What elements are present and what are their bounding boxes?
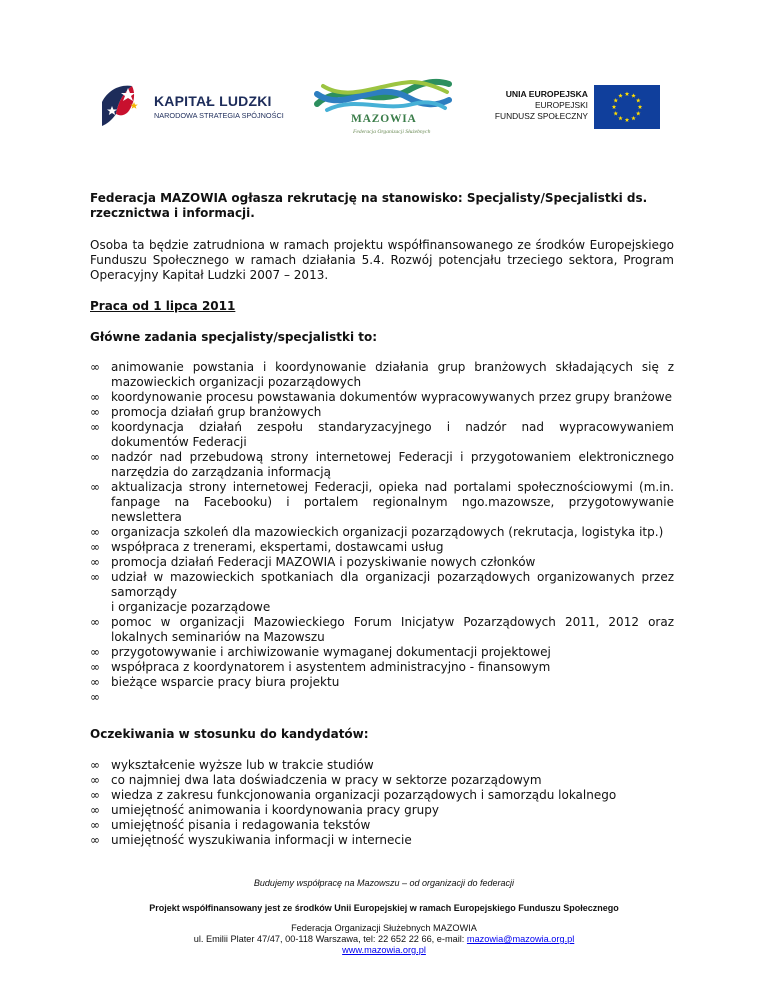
task-item [90, 540, 674, 555]
start-date: Praca od 1 lipca 2011 [90, 299, 236, 313]
ue-line-1: UNIA EUROPEJSKA [505, 89, 588, 99]
bullet-icon: ∞ [90, 420, 100, 434]
expectation-text: umiejętność animowania i koordynowania pracy grupy [111, 803, 439, 817]
eu-flag-icon [594, 85, 660, 129]
task-text: pomoc w organizacji Mazowieckiego Forum Inicjatyw Pozarządowych 2011, 2012 oraz lokalnych seminariów na Mazowszu [111, 615, 674, 644]
expectation-item [90, 818, 674, 833]
bullet-icon: ∞ [90, 360, 100, 374]
task-item [90, 360, 674, 390]
task-item [90, 525, 674, 540]
footer-org-name: Federacja Organizacji Służebnych MAZOWIA [291, 923, 477, 933]
bullet-icon: ∞ [90, 645, 100, 659]
task-text: promocja działań grup branżowych [111, 405, 322, 419]
expectation-text: wykształcenie wyższe lub w trakcie studiów [111, 758, 374, 772]
tasks-heading: Główne zadania specjalisty/specjalistki to: [90, 330, 378, 344]
announcement-body [90, 191, 674, 848]
task-text: udział w mazowieckich spotkaniach dla organizacji pozarządowych organizowanych przez samorządy [111, 570, 674, 599]
expectation-text: co najmniej dwa lata doświadczenia w pracy w sektorze pozarządowym [111, 773, 542, 787]
task-text: promocja działań Federacji MAZOWIA i pozyskiwanie nowych członków [111, 555, 536, 569]
task-text: animowanie powstania i koordynowanie działania grup branżowych składających się z mazowieckich organizacji pozarządowych [111, 360, 674, 389]
task-text: współpraca z koordynatorem i asystentem administracyjno - finansowym [111, 660, 551, 674]
page-title: Federacja MAZOWIA ogłasza rekrutację na stanowisko: Specjalisty/Specjalistki ds. rzecznictwa i informacji. [90, 191, 648, 220]
footer-website-line [84, 945, 684, 956]
bullet-icon: ∞ [90, 675, 100, 689]
website-link[interactable]: www.mazowia.org.pl [342, 945, 426, 955]
task-text: bieżące wsparcie pracy biura projektu [111, 675, 340, 689]
task-item [90, 615, 674, 645]
ue-text-block [495, 88, 588, 122]
tasks-list [90, 360, 674, 705]
bullet-icon: ∞ [90, 390, 100, 404]
bullet-icon: ∞ [90, 788, 100, 802]
footer-project-note: Projekt współfinansowany jest ze środków Unii Europejskiej w ramach Europejskiego Funduszu Społecznego [149, 903, 619, 913]
bullet-icon: ∞ [90, 555, 100, 569]
intro-paragraph: Osoba ta będzie zatrudniona w ramach projektu współfinansowanego ze środków Europejskiego Funduszu Społecznego w ramach działania 5.4. Rozwój potencjału trzeciego sektora, Program Operacyjny Kapitał Ludzki 2007 – 2013. [90, 238, 674, 282]
task-item [90, 645, 674, 660]
bullet-icon: ∞ [90, 480, 100, 494]
footer-address-line [84, 934, 684, 945]
task-text: przygotowywanie i archiwizowanie wymaganej dokumentacji projektowej [111, 645, 551, 659]
bullet-icon: ∞ [90, 803, 100, 817]
bullet-icon: ∞ [90, 660, 100, 674]
expectation-item [90, 803, 674, 818]
ue-line-3: FUNDUSZ SPOŁECZNY [494, 111, 588, 121]
task-text: koordynacja działań zespołu standaryzacyjnego i nadzór nad wypracowywaniem dokumentów Federacji [111, 420, 674, 449]
expectation-item [90, 758, 674, 773]
footer-motto: Budujemy współpracę na Mazowszu – od organizacji do federacji [253, 878, 515, 888]
mazowia-name: MAZOWIA [351, 113, 417, 125]
task-item-empty [90, 690, 674, 705]
bullet-icon: ∞ [90, 758, 100, 772]
ue-logo [478, 85, 660, 130]
expectation-item [90, 833, 674, 848]
expectation-item [90, 788, 674, 803]
task-item [90, 570, 674, 615]
ue-line-2: EUROPEJSKI [534, 100, 588, 110]
bullet-icon: ∞ [90, 405, 100, 419]
task-item [90, 480, 674, 525]
kapital-ludzki-emblem-icon [98, 80, 152, 130]
bullet-icon: ∞ [90, 540, 100, 554]
bullet-icon: ∞ [90, 773, 100, 787]
task-item [90, 660, 674, 675]
task-text: organizacja szkoleń dla mazowieckich organizacji pozarządowych (rekrutacja, logistyka itp.) [111, 525, 664, 539]
task-text-continuation: i organizacje pozarządowe [111, 600, 271, 614]
bullet-icon: ∞ [90, 450, 100, 464]
footer-address: ul. Emilii Plater 47/47, 00-118 Warszawa, tel: 22 652 22 66, e-mail: [193, 934, 467, 944]
task-text: aktualizacja strony internetowej Federacji, opieka nad portalami społecznościowymi (m.in. fanpage na Facebooku) i portalem regionalnym ngo.mazowsze, przygotowywanie newslettera [111, 480, 674, 524]
task-item [90, 420, 674, 450]
email-link[interactable]: mazowia@mazowia.org.pl [466, 934, 575, 944]
bullet-icon: ∞ [90, 690, 100, 704]
expectation-text: wiedza z zakresu funkcjonowania organizacji pozarządowych i samorządu lokalnego [111, 788, 617, 802]
mazowia-subtitle: Federacja Organizacji Służebnych [353, 129, 431, 135]
task-item [90, 675, 674, 690]
footer-contact [84, 923, 684, 956]
task-text: nadzór nad przebudową strony internetowej Federacji i przygotowaniem elektronicznego narzędzia do zarządzania informacją [111, 450, 674, 479]
expectation-text: umiejętność wyszukiwania informacji w internecie [111, 833, 412, 847]
kapital-ludzki-subtitle: NARODOWA STRATEGIA SPÓJNOŚCI [154, 111, 284, 120]
task-item [90, 405, 674, 420]
bullet-icon: ∞ [90, 615, 100, 629]
bullet-icon: ∞ [90, 570, 100, 584]
task-item [90, 555, 674, 570]
expectations-list [90, 758, 674, 848]
kapital-ludzki-logo [98, 80, 284, 130]
bullet-icon: ∞ [90, 833, 100, 847]
task-text: koordynowanie procesu powstawania dokumentów wypracowywanych przez grupy branżowe [111, 390, 672, 404]
mazowia-ribbon-icon [313, 74, 453, 116]
bullet-icon: ∞ [90, 525, 100, 539]
expectation-text: umiejętność pisania i redagowania tekstów [111, 818, 371, 832]
expectations-heading: Oczekiwania w stosunku do kandydatów: [90, 727, 369, 741]
expectation-item [90, 773, 674, 788]
kapital-ludzki-title: KAPITAŁ LUDZKI [154, 93, 272, 109]
mazowia-logo [313, 74, 453, 144]
task-text: współpraca z trenerami, ekspertami, dostawcami usług [111, 540, 444, 554]
bullet-icon: ∞ [90, 818, 100, 832]
task-item [90, 450, 674, 480]
task-item [90, 390, 674, 405]
